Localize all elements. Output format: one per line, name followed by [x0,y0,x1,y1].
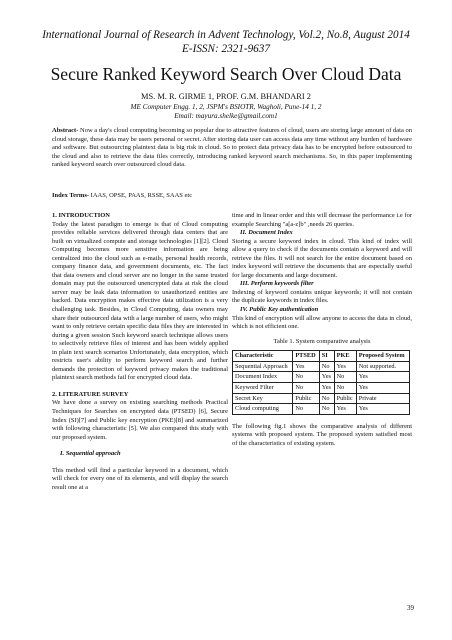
paper-authors: MS. M. R. GIRME 1, PROF. G.M. BHANDARI 2 [141,92,311,101]
sequential-heading: I. Sequential approach [60,450,121,458]
abstract-text: Now a day's cloud computing becoming so popular due to attractive features of cloud, users are storing large amount of data on cloud storage, these data may be users personal or secret. After storing data user can access data any time without any burden of hardware and software. But outsourcing plaintext data is big risk in cloud. So to protect data privacy data has to be encrypted before outsourced to the cloud and also to retrieve the data files correctly, introducing ranked keyword search mechanisms. So, in this paper implementing ranked keyword search over outsourced cloud data. [52,127,412,169]
table-cell: Yes [334,361,356,372]
table-cell: Yes [319,372,334,383]
table-cell: No [319,361,334,372]
table-header-cell: PKE [334,351,356,362]
paper-affiliation: ME Computer Engg. 1, 2, JSPM's BSIOTR, Wagholi, Pune-14 1, 2 [130,103,322,111]
right-column [232,212,412,448]
journal-name: International Journal of Research in Advent Technology, Vol.2, No.8, August 2014 [42,29,410,41]
table-row [233,372,410,383]
table-cell: No [319,404,334,415]
sequential-continued: time and in linear order and this will decrease the performance i.e for example Searching "a[a-z]b" ,needs 26 queries. [232,212,412,228]
index-terms-label: Index Terms- [52,192,90,199]
table-cell: Yes [356,382,409,393]
sequential-paragraph: This method will find a particular keyword in a document, which will check for every one of its elements, and will display the search result one at a [52,466,228,491]
table-cell: Public [334,393,356,404]
table-header-cell: Proposed System [356,351,409,362]
index-terms-text: IAAS, OPSE, PAAS, RSSE, SAAS etc [89,192,193,199]
table-cell: Document Index [233,372,293,383]
comparison-table [232,350,410,415]
index-terms [52,192,412,201]
table-cell: Yes [319,382,334,393]
abstract-label: Abstract- [52,127,79,134]
keyword-filter-heading: III. Perform keywords filter [240,280,314,288]
table-cell: Sequential Approach [233,361,293,372]
table-header-cell: Characteristic [233,351,293,362]
table-cell: Yes [293,361,319,372]
document-index-paragraph: Storing a secure keyword index in cloud. This kind of index will allow a query to check if the documents contain a keyword and will retrieve the files. It will not search for the entire document based on index keyword will retrieve the documents that are especially useful for large documents and large document. [232,237,412,279]
table-cell: Keyword Filter [233,382,293,393]
table-cell: No [293,404,319,415]
keyword-filter-paragraph: Indexing of keyword contains unique keywords; it will not contain the duplicate keywords in index files. [232,288,412,305]
journal-issn: E-ISSN: 2321-9637 [182,43,270,55]
table-cell: No [334,382,356,393]
table-row [233,382,410,393]
table-row [233,404,410,415]
table-header-row [233,351,410,362]
table-cell: Yes [356,404,409,415]
abstract [52,127,412,170]
intro-paragraph: Today the latest paradigm to emerge is that of Cloud computing provides reliable services delivered through data centers that are built on virtualized compute and storage technologies [1][2]. Cloud Computing becomes more sensitive information are being centralized into the cloud such as e-mails, personal health records, company finance data, and government documents, etc. The fact that data owners and cloud server are no longer in the same trusted domain may put the outsourced unencrypted data at risk the cloud server may be leak data information to unauthorized entities are hacked. Data encryption makes effective data utilization is a very challenging task. Besides, in Cloud Computing, data owners may share their outsourced data with a large number of users, who might want to only retrieve certain specific data files they are interested in during a given session Such keyword search technique allows users to selectively retrieve files of interest and has been widely applied in plain text search scenarios Unfortunately, data encryption, which restricts user's ability to perform keyword search and further demands the protection of keyword privacy makes the traditional plaintext search methods fail for encrypted cloud data. [52,220,228,382]
page-number: 39 [407,604,414,612]
table-header-cell: PTSED [293,351,319,362]
left-column [52,212,228,492]
literature-heading: 2. LITERATURE SURVEY [52,390,129,398]
paper-email: Email: mayura.shelke@gmail.com1 [174,112,278,120]
after-table-paragraph: The following fig.1 shows the comparative analysis of different systems with proposed system. The proposed system satisfied most of the characteristics of existing system. [232,422,412,447]
table-cell: Secret Key [233,393,293,404]
table-cell: No [319,393,334,404]
table-cell: Not supported. [356,361,409,372]
table-row [233,393,410,404]
document-index-heading: II. Document Index [240,229,293,237]
table-row [233,361,410,372]
public-key-paragraph: This kind of encryption will allow anyone to access the data in cloud, which is not efficient one. [232,314,412,331]
table-cell: Yes [356,372,409,383]
table-cell: No [334,372,356,383]
journal-header [20,28,432,56]
table-cell: Public [293,393,319,404]
table-cell: Private [356,393,409,404]
table-cell: Cloud computing [233,404,293,415]
intro-heading: 1. INTRODUCTION [52,212,110,219]
table-cell: Yes [334,404,356,415]
table-cell: No [293,372,319,383]
table-caption: Table 1. System comparative analysis [273,337,371,345]
table-header-cell: SI [319,351,334,362]
literature-paragraph: We have done a survey on existing searching methods Practical Techniques for Searches on encrypted data (PTSED) [6], Secure Index (SI)[7] and Public key encryption (PKE)[8] and summarized with following characteristic [5]. We also compared this study with our proposed system. [52,399,228,441]
paper-title: Secure Ranked Keyword Search Over Cloud Data [50,64,402,84]
table-cell: No [293,382,319,393]
public-key-heading: IV. Public Key authentication [240,306,319,314]
